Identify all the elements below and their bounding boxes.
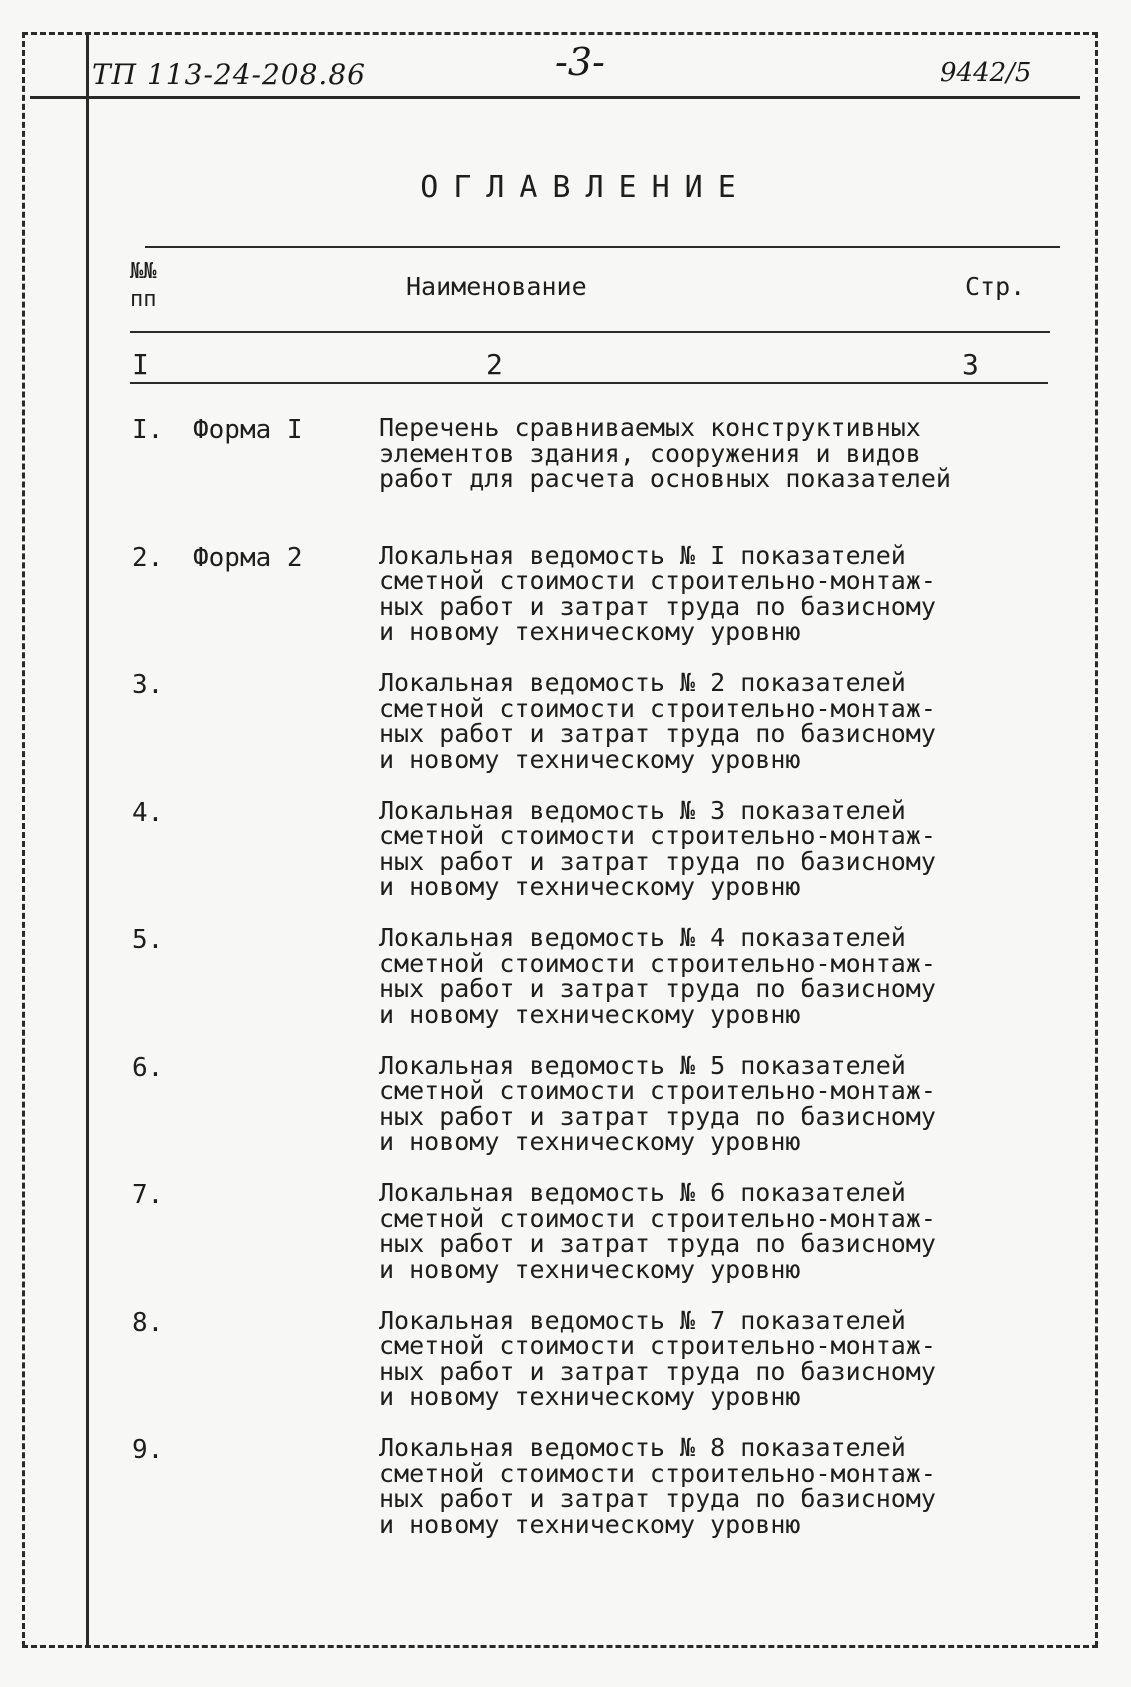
frame-top-border: [22, 32, 1098, 35]
toc-entry: [0, 670, 1131, 798]
column-number-1: I: [132, 348, 149, 381]
table-header-rule: [130, 331, 1050, 333]
toc-entry: [0, 1050, 1131, 1181]
entry-number: 6.: [132, 1052, 164, 1083]
header-rule: [30, 96, 1080, 99]
entry-number: I.: [132, 415, 164, 445]
entry-number: 4.: [132, 797, 164, 828]
entry-title: Локальная ведомость № 8 показателей сметной стоимости строительно-монтаж- ных работ и затрат труда по базисному и новому техническому уровню: [379, 1433, 936, 1539]
column-number-3: 3: [962, 348, 979, 381]
toc-entry: [0, 540, 1131, 671]
toc-entry: [0, 415, 1131, 543]
inventory-number: 9442/5: [940, 58, 1032, 88]
frame-bottom-border: [22, 1645, 1098, 1648]
toc-entries: [0, 415, 1131, 1563]
entry-title: Локальная ведомость № 5 показателей сметной стоимости строительно-монтаж- ных работ и затрат труда по базисному и новому техническому уровню: [379, 1050, 936, 1156]
entry-number: 9.: [132, 1435, 164, 1465]
column-header-name: Наименование: [406, 272, 587, 301]
entry-number: 5.: [132, 925, 164, 955]
entry-title: Локальная ведомость № 4 показателей сметной стоимости строительно-монтаж- ных работ и затрат труда по базисному и новому техническому уровню: [379, 923, 936, 1029]
entry-title: Локальная ведомость № 7 показателей сметной стоимости строительно-монтаж- ных работ и затрат труда по базисному и новому техническому уровню: [379, 1305, 936, 1411]
column-header-page: Стр.: [965, 272, 1026, 301]
document-code: ТП 113-24-208.86: [92, 58, 366, 91]
entry-title: Локальная ведомость № 2 показателей сметной стоимости строительно-монтаж- ных работ и затрат труда по базисному и новому техническому уровню: [379, 668, 936, 774]
entry-form: Форма 2: [193, 542, 303, 573]
column-number-2: 2: [486, 348, 503, 381]
entry-title: Локальная ведомость № 6 показателей сметной стоимости строительно-монтаж- ных работ и затрат труда по базисному и новому техническому уровню: [379, 1178, 936, 1284]
entry-form: Форма I: [193, 415, 303, 445]
page-number: -3-: [555, 40, 605, 84]
entry-title: Локальная ведомость № 3 показателей сметной стоимости строительно-монтаж- ных работ и затрат труда по базисному и новому техническому уровню: [379, 795, 936, 901]
column-header-number: №№ пп: [130, 259, 157, 312]
toc-entry: [0, 1305, 1131, 1436]
entry-title: Локальная ведомость № I показателей сметной стоимости строительно-монтаж- ных работ и затрат труда по базисному и новому техническому уровню: [379, 540, 936, 646]
toc-entry: [0, 1435, 1131, 1563]
entry-number: 8.: [132, 1307, 164, 1338]
entry-number: 7.: [132, 1180, 164, 1210]
entry-title: Перечень сравниваемых конструктивных элементов здания, сооружения и видов работ для расчета основных показателей: [379, 413, 951, 493]
entry-number: 2.: [132, 542, 164, 573]
toc-entry: [0, 1180, 1131, 1308]
entry-number: 3.: [132, 670, 164, 700]
table-numbering-rule: [130, 382, 1048, 384]
toc-entry: [0, 925, 1131, 1053]
toc-entry: [0, 795, 1131, 926]
page-title: ОГЛАВЛЕНИЕ: [420, 170, 751, 205]
table-top-rule: [145, 246, 1060, 248]
